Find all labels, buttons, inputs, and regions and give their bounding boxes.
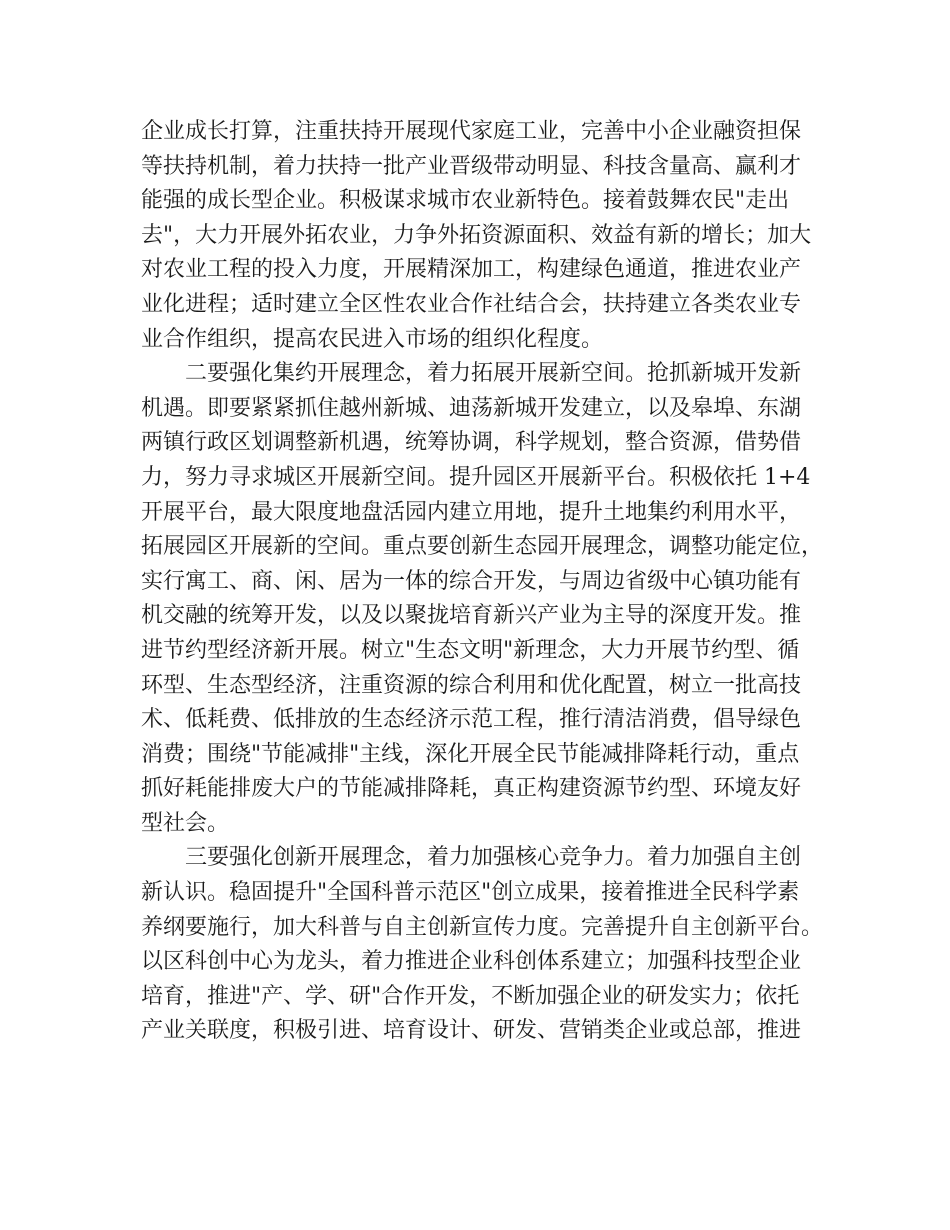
text-line: 两镇行政区划调整新机遇，统筹协调，科学规划，整合资源，借势借: [141, 430, 802, 456]
text-line: 等扶持机制，着力扶持一批产业晋级带动明显、科技含量高、赢利才: [141, 153, 802, 179]
text-line: 机遇。即要紧紧抓住越州新城、迪荡新城开发建立，以及皋埠、东湖: [141, 395, 802, 421]
text-line: 机交融的统筹开发，以及以聚拢培育新兴产业为主导的深度开发。推: [141, 603, 802, 629]
text-line: 二要强化集约开展理念，着力拓展开展新空间。抢抓新城开发新: [141, 361, 802, 387]
text-line: 企业成长打算，注重扶持开展现代家庭工业，完善中小企业融资担保: [141, 119, 802, 144]
text-line: 业合作组织，提高农民进入市场的组织化程度。: [141, 326, 604, 352]
text-line: 术、低耗费、低排放的生态经济示范工程，推行清洁消费，倡导绿色: [141, 707, 802, 733]
text-line: 进节约型经济新开展。树立"生态文明"新理念，大力开展节约型、循: [141, 637, 800, 663]
text-line: 开展平台，最大限度地盘活园内建立用地，提升土地集约利用水平，: [141, 499, 802, 525]
text-line: 力，努力寻求城区开展新空间。提升园区开展新平台。积极依托 1+4: [141, 464, 811, 490]
text-line: 业化进程；适时建立全区性农业合作社结合会，扶持建立各类农业专: [141, 291, 802, 317]
document-body: [141, 115, 831, 1049]
paragraph-1: [141, 115, 831, 357]
text-line: 环型、生态型经济，注重资源的综合利用和优化配置，树立一批高技: [141, 672, 802, 698]
text-line: 三要强化创新开展理念，着力加强核心竞争力。着力加强自主创: [141, 845, 802, 871]
text-line: 消费；围绕"节能减排"主线，深化开展全民节能减排降耗行动，重点: [141, 741, 800, 767]
text-line: 养纲要施行，加大科普与自主创新宣传力度。完善提升自主创新平台。: [141, 914, 824, 940]
text-line: 对农业工程的投入力度，开展精深加工，构建绿色通道，推进农业产: [141, 257, 802, 283]
text-line: 实行寓工、商、闲、居为一体的综合开发，与周边省级中心镇功能有: [141, 568, 802, 594]
text-line: 培育，推进"产、学、研"合作开发，不断加强企业的研发实力；依托: [141, 983, 800, 1009]
text-line: 以区科创中心为龙头，着力推进企业科创体系建立；加强科技型企业: [141, 949, 802, 975]
paragraph-2: [141, 357, 831, 841]
text-line: 去"，大力开展外拓农业，力争外拓资源面积、效益有新的增长；加大: [141, 222, 812, 248]
text-line: 抓好耗能排废大户的节能减排降耗，真正构建资源节约型、环境友好: [141, 776, 802, 802]
text-line: 能强的成长型企业。积极谋求城市农业新特色。接着鼓舞农民"走出: [141, 188, 790, 214]
text-line: 型社会。: [141, 810, 230, 836]
text-line: 新认识。稳固提升"全国科普示范区"创立成果，接着推进全民科学素: [141, 880, 800, 906]
paragraph-3: [141, 841, 831, 1049]
text-line: 产业关联度，积极引进、培育设计、研发、营销类企业或总部，推进: [141, 1018, 802, 1044]
text-line: 拓展园区开展新的空间。重点要创新生态园开展理念，调整功能定位，: [141, 534, 824, 560]
